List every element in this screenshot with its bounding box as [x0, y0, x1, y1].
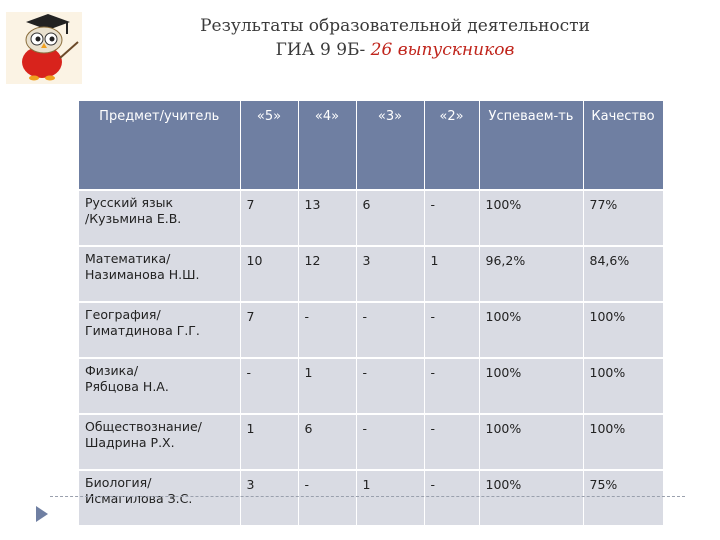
subject-cell — [79, 302, 240, 358]
header-success-rate: Успеваем-ть — [479, 101, 583, 190]
teacher-name: Шадрина Р.Х. — [85, 435, 175, 450]
grade-2-cell: - — [424, 414, 479, 470]
grade-3-cell: - — [356, 414, 424, 470]
subject-name: Математика/ — [85, 251, 171, 266]
grade-3-cell: - — [356, 358, 424, 414]
teacher-name: Гиматдинова Г.Г. — [85, 323, 200, 338]
table-row — [79, 414, 663, 470]
title-line-2-prefix: ГИА 9 9Б- — [275, 40, 371, 60]
subject-cell — [79, 358, 240, 414]
subject-name: Русский язык — [85, 195, 174, 210]
table-row — [79, 470, 663, 525]
table-row — [79, 302, 663, 358]
grade-5-cell: 3 — [240, 470, 298, 525]
grade-4-cell: 6 — [298, 414, 356, 470]
grade-5-cell: 10 — [240, 246, 298, 302]
quality-cell: 100% — [583, 302, 663, 358]
success-rate-cell: 100% — [479, 358, 583, 414]
grade-3-cell: 3 — [356, 246, 424, 302]
grade-3-cell: 1 — [356, 470, 424, 525]
header-quality: Качество — [583, 101, 663, 190]
grade-4-cell: - — [298, 470, 356, 525]
table-row — [79, 190, 663, 246]
page-title — [90, 14, 700, 62]
grade-4-cell: 13 — [298, 190, 356, 246]
subject-cell — [79, 246, 240, 302]
grade-5-cell: - — [240, 358, 298, 414]
success-rate-cell: 96,2% — [479, 246, 583, 302]
subject-name: Биология/ — [85, 475, 152, 490]
quality-cell: 100% — [583, 358, 663, 414]
subject-name: Физика/ — [85, 363, 139, 378]
header-grade-2: «2» — [424, 101, 479, 190]
grade-4-cell: 1 — [298, 358, 356, 414]
grade-4-cell: - — [298, 302, 356, 358]
grade-5-cell: 1 — [240, 414, 298, 470]
header-subject-teacher: Предмет/учитель — [79, 101, 240, 190]
teacher-name: Рябцова Н.А. — [85, 379, 169, 394]
table-row — [79, 246, 663, 302]
header-grade-5: «5» — [240, 101, 298, 190]
header-grade-3: «3» — [356, 101, 424, 190]
grade-5-cell: 7 — [240, 190, 298, 246]
success-rate-cell: 100% — [479, 470, 583, 525]
grade-2-cell: - — [424, 470, 479, 525]
quality-cell: 75% — [583, 470, 663, 525]
title-line-2 — [90, 38, 700, 62]
success-rate-cell: 100% — [479, 302, 583, 358]
grade-4-cell: 12 — [298, 246, 356, 302]
grade-2-cell: - — [424, 190, 479, 246]
success-rate-cell: 100% — [479, 414, 583, 470]
subject-cell — [79, 190, 240, 246]
table-row — [79, 358, 663, 414]
owl-logo — [6, 12, 82, 84]
quality-cell: 77% — [583, 190, 663, 246]
title-line-1: Результаты образовательной деятельности — [200, 16, 590, 36]
teacher-name: /Кузьмина Е.В. — [85, 211, 182, 226]
grade-2-cell: 1 — [424, 246, 479, 302]
teacher-name: Исмагилова З.С. — [85, 491, 193, 506]
bottom-divider — [50, 496, 685, 497]
quality-cell: 100% — [583, 414, 663, 470]
grade-5-cell: 7 — [240, 302, 298, 358]
quality-cell: 84,6% — [583, 246, 663, 302]
table-header-row — [79, 101, 663, 190]
grade-3-cell: 6 — [356, 190, 424, 246]
grade-2-cell: - — [424, 302, 479, 358]
subject-name: География/ — [85, 307, 161, 322]
header-grade-4: «4» — [298, 101, 356, 190]
grade-2-cell: - — [424, 358, 479, 414]
results-table — [79, 101, 664, 525]
subject-cell — [79, 414, 240, 470]
subject-name: Обществознание/ — [85, 419, 202, 434]
grade-3-cell: - — [356, 302, 424, 358]
slide-arrow-icon — [36, 506, 48, 522]
title-graduates-count: 26 выпускников — [370, 40, 515, 60]
success-rate-cell: 100% — [479, 190, 583, 246]
subject-cell — [79, 470, 240, 525]
teacher-name: Назиманова Н.Ш. — [85, 267, 200, 282]
